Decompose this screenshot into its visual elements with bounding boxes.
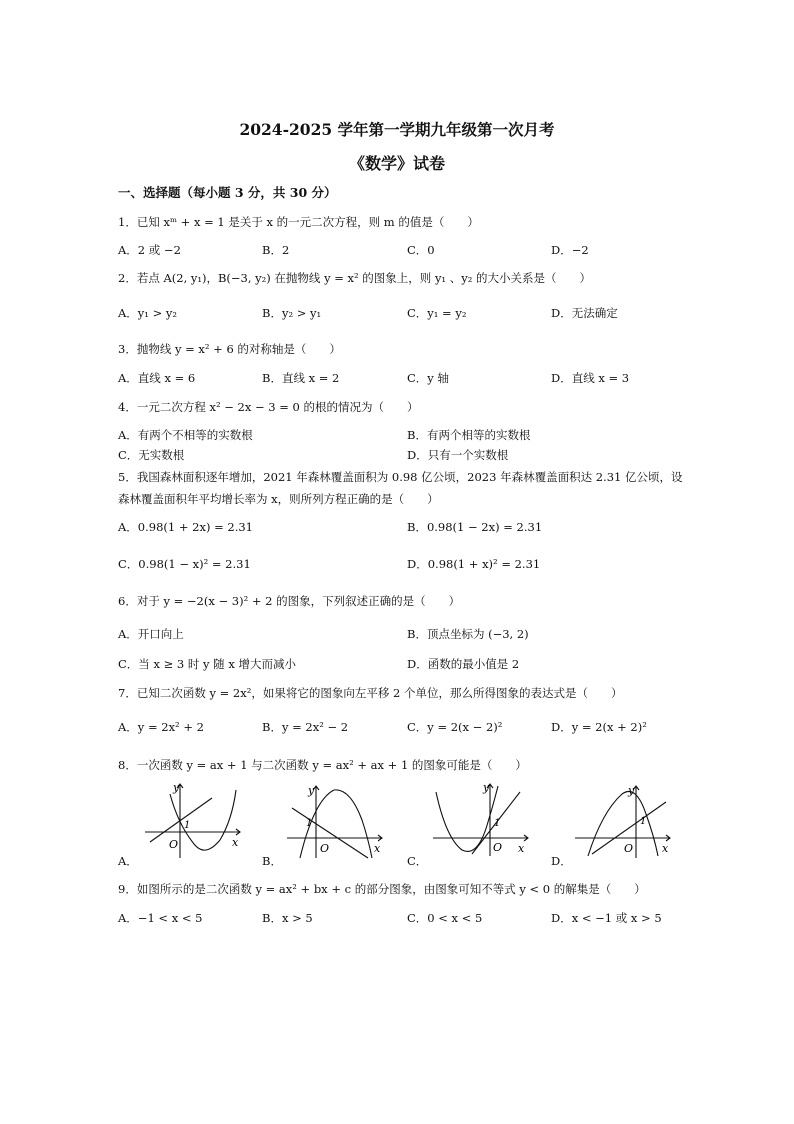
- question-9-option-c: C．0 < x < 5: [407, 911, 483, 925]
- y-axis-label: y: [308, 784, 315, 797]
- graph-option-b: [282, 780, 392, 860]
- question-8-option-d: D．: [551, 854, 572, 868]
- x-axis-label: x: [662, 842, 669, 855]
- question-1-option-d: D．−2: [551, 243, 589, 257]
- question-3-option-c: C．y 轴: [407, 371, 449, 385]
- question-1-option-b: B．2: [262, 243, 290, 257]
- y-axis-label: y: [173, 781, 180, 794]
- question-1-stem: 1．已知 xᵐ + x = 1 是关于 x 的一元二次方程，则 m 的值是（ ）: [118, 215, 479, 229]
- question-1-option-a: A．2 或 −2: [118, 243, 181, 257]
- question-5-option-c: C．0.98(1 − x)² = 2.31: [118, 557, 251, 571]
- origin-label: O: [320, 842, 330, 855]
- question-6-option-d: D．函数的最小值是 2: [407, 657, 520, 671]
- intercept-label: 1: [640, 816, 647, 827]
- graph-option-c: [428, 778, 538, 858]
- question-3-option-a: A．直线 x = 6: [118, 371, 196, 385]
- question-6-stem: 6．对于 y = −2(x − 3)² + 2 的图象，下列叙述正确的是（ ）: [118, 594, 461, 608]
- question-5-option-d: D．0.98(1 + x)² = 2.31: [407, 557, 541, 571]
- origin-label: O: [493, 841, 503, 854]
- question-8-option-a: A．: [118, 854, 138, 868]
- question-7-option-b: B．y = 2x² − 2: [262, 720, 349, 734]
- question-7-stem: 7．已知二次函数 y = 2x²，如果将它的图象向左平移 2 个单位，那么所得图象的表达式是（ ）: [118, 686, 623, 700]
- question-4-stem: 4．一元二次方程 x² − 2x − 3 = 0 的根的情况为（ ）: [118, 400, 419, 414]
- graph-option-a: [140, 780, 250, 860]
- question-8-option-b: B．: [262, 854, 282, 868]
- linear-function-line: [292, 808, 368, 858]
- page-title: 2024-2025 学年第一学期九年级第一次月考: [239, 120, 555, 139]
- x-axis-label: x: [232, 836, 239, 849]
- intercept-label: 1: [184, 820, 191, 831]
- question-1-option-c: C．0: [407, 243, 435, 257]
- section-heading: 一、选择题（每小题 3 分，共 30 分）: [118, 185, 337, 200]
- question-6-option-b: B．顶点坐标为 (−3, 2): [407, 627, 529, 641]
- question-2-option-c: C．y₁ = y₂: [407, 306, 467, 320]
- x-axis-label: x: [374, 842, 381, 855]
- graph-option-d: [570, 780, 680, 860]
- question-4-option-d: D．只有一个实数根: [407, 448, 509, 462]
- question-7-option-c: C．y = 2(x − 2)²: [407, 720, 503, 734]
- question-4-option-c: C．无实数根: [118, 448, 185, 462]
- question-7-option-d: D．y = 2(x + 2)²: [551, 720, 647, 734]
- intercept-label: 1: [306, 818, 313, 829]
- parabola-curve: [588, 792, 658, 857]
- question-3-option-b: B．直线 x = 2: [262, 371, 340, 385]
- question-9-option-d: D．x < −1 或 x > 5: [551, 911, 662, 925]
- question-9-option-a: A．−1 < x < 5: [118, 911, 203, 925]
- question-2-option-a: A．y₁ > y₂: [118, 306, 177, 320]
- question-7-option-a: A．y = 2x² + 2: [118, 720, 204, 734]
- question-3-option-d: D．直线 x = 3: [551, 371, 630, 385]
- question-2-option-b: B．y₂ > y₁: [262, 306, 322, 320]
- question-4-option-b: B．有两个相等的实数根: [407, 428, 531, 442]
- question-5-option-a: A．0.98(1 + 2x) = 2.31: [118, 520, 254, 534]
- question-3-stem: 3．抛物线 y = x² + 6 的对称轴是（ ）: [118, 342, 341, 356]
- question-5-stem-line-1: 5．我国森林面积逐年增加，2021 年森林覆盖面积为 0.98 亿公顷，2023 年森林覆盖面积达 2.31 亿公顷，设: [118, 470, 683, 484]
- question-4-option-a: A．有两个不相等的实数根: [118, 428, 253, 442]
- question-9-stem: 9．如图所示的是二次函数 y = ax² + bx + c 的部分图象，由图象可知不等式 y < 0 的解集是（ ）: [118, 882, 646, 896]
- question-6-option-a: A．开口向上: [118, 627, 184, 641]
- parabola-curve: [436, 786, 501, 851]
- page-subtitle: 《数学》试卷: [348, 154, 445, 173]
- question-5-option-b: B．0.98(1 − 2x) = 2.31: [407, 520, 543, 534]
- x-axis-label: x: [518, 842, 525, 855]
- question-2-stem: 2．若点 A(2, y₁)，B(−3, y₂) 在抛物线 y = x² 的图象上，则 y₁ 、y₂ 的大小关系是（ ）: [118, 271, 591, 285]
- origin-label: O: [169, 838, 179, 851]
- question-9-option-b: B．x > 5: [262, 911, 313, 925]
- linear-function-line: [150, 798, 212, 842]
- question-2-option-d: D．无法确定: [551, 306, 618, 320]
- question-8-option-c: C．: [407, 854, 428, 868]
- question-6-option-c: C．当 x ≥ 3 时 y 随 x 增大而减小: [118, 657, 296, 671]
- question-5-stem-line-2: 森林覆盖面积年平均增长率为 x，则所列方程正确的是（ ）: [118, 492, 439, 506]
- question-8-stem: 8．一次函数 y = ax + 1 与二次函数 y = ax² + ax + 1 的图象可能是（ ）: [118, 758, 527, 772]
- y-axis-label: y: [483, 781, 490, 794]
- intercept-label: 1: [494, 818, 501, 829]
- y-axis-label: y: [628, 784, 635, 797]
- origin-label: O: [624, 842, 634, 855]
